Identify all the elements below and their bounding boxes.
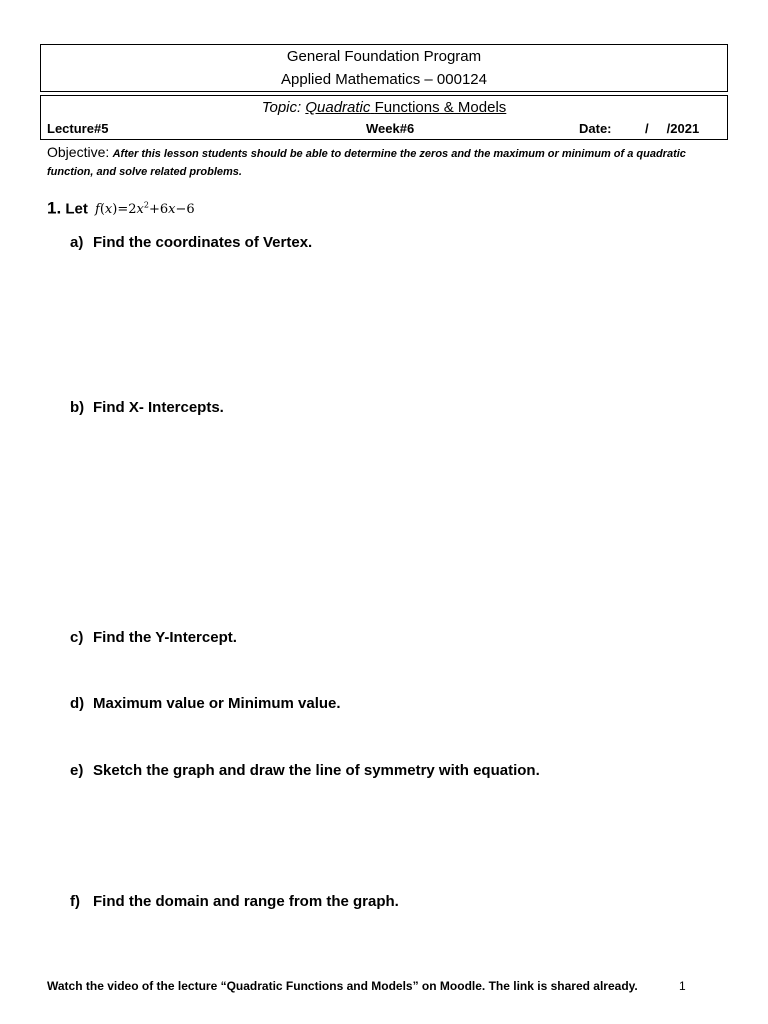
lecture-number: Lecture#5	[47, 121, 109, 136]
topic-line	[41, 99, 727, 117]
formula-f: f	[95, 202, 100, 218]
part-text: Sketch the graph and draw the line of symmetry with equation.	[93, 762, 540, 779]
header-box	[40, 44, 728, 92]
course-title: Applied Mathematics – 000124	[281, 71, 487, 88]
question-part-b	[70, 399, 224, 417]
question-part-a	[70, 234, 312, 252]
part-text: Find the coordinates of Vertex.	[93, 234, 313, 251]
formula-x-squared: x	[136, 202, 144, 218]
part-letter: d)	[70, 695, 85, 712]
page-number: 1	[679, 979, 686, 993]
part-letter: b)	[70, 399, 85, 416]
footer-note: Watch the video of the lecture “Quadratic Functions and Models” on Moodle. The link is shared already.	[47, 979, 638, 993]
function-formula: $f(x)=2x^2+6x-6$	[95, 201, 195, 218]
formula-x-linear: x	[168, 202, 176, 218]
formula-mid: +6	[148, 202, 169, 218]
question-intro: Let	[65, 200, 88, 218]
topic-title	[305, 99, 506, 116]
part-text: Find the Y-Intercept.	[93, 629, 237, 646]
part-text: Find the domain and range from the graph.	[93, 893, 399, 910]
objective-text: After this lesson students should be able to determine the zeros and the maximum or minimum of a quadratic function, and solve related problems.	[47, 148, 686, 178]
part-letter: c)	[70, 629, 84, 646]
objective	[47, 144, 715, 181]
formula-tail: −6	[175, 202, 195, 218]
part-letter: f)	[70, 893, 80, 910]
question-number: 1.	[47, 198, 62, 218]
topic-box	[40, 95, 728, 140]
topic-title-italic: Quadratic	[305, 99, 371, 116]
objective-label: Objective:	[47, 144, 110, 160]
formula-x: x	[104, 202, 113, 218]
question-part-d	[70, 695, 341, 713]
question-1	[47, 196, 195, 220]
part-letter: a)	[70, 234, 84, 251]
week-number: Week#6	[366, 121, 415, 136]
topic-title-rest: Functions & Models	[374, 99, 507, 116]
formula-eq: =2	[117, 202, 137, 218]
date-value: / /2021	[645, 121, 700, 136]
date-label: Date:	[579, 121, 612, 136]
part-text: Find X- Intercepts.	[93, 399, 224, 416]
question-part-c	[70, 629, 237, 647]
question-part-f	[70, 893, 399, 911]
topic-label: Topic:	[261, 99, 302, 116]
part-text: Maximum value or Minimum value.	[93, 695, 341, 712]
formula-exponent: 2	[143, 201, 149, 210]
part-letter: e)	[70, 762, 84, 779]
program-title: General Foundation Program	[286, 48, 482, 65]
question-part-e	[70, 762, 540, 780]
